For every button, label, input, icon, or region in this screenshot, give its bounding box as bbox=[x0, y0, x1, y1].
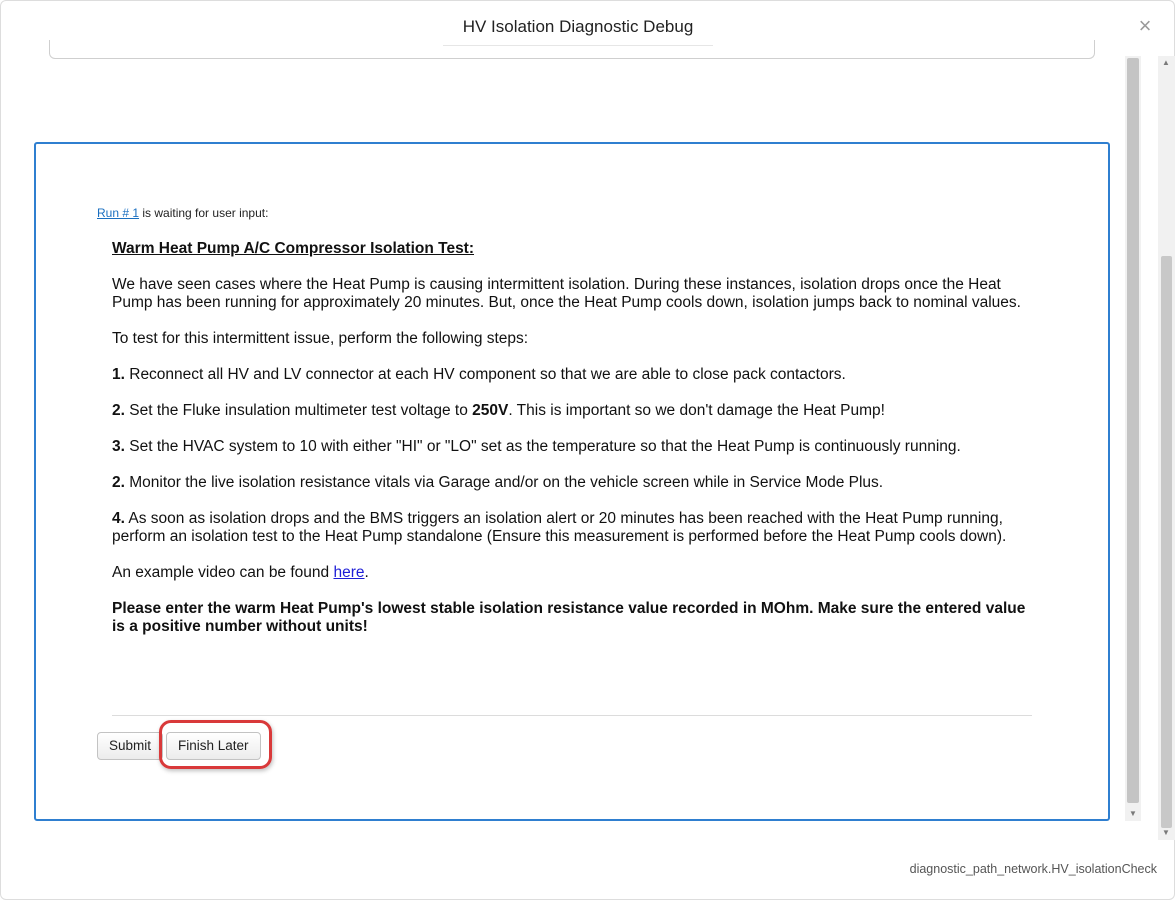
step-2-text-b: . This is important so we don't damage the Heat Pump! bbox=[508, 402, 885, 419]
panel-scrollbar-thumb[interactable] bbox=[1127, 58, 1139, 803]
run-link[interactable]: Run # 1 bbox=[97, 206, 140, 220]
step-2-text-a: Set the Fluke insulation multimeter test voltage to bbox=[124, 402, 473, 419]
instructions bbox=[112, 240, 1032, 654]
step-1-number: 1. bbox=[112, 366, 125, 383]
divider bbox=[112, 715, 1032, 716]
dialog-scrollbar[interactable] bbox=[1158, 56, 1175, 840]
close-icon[interactable]: × bbox=[1138, 13, 1152, 38]
step-2-voltage: 250V bbox=[472, 402, 509, 419]
dialog-scroll-down-icon[interactable]: ▼ bbox=[1162, 828, 1170, 837]
video-text-a: An example video can be found bbox=[112, 564, 334, 581]
step-4-number: 2. bbox=[112, 474, 125, 491]
instructions-heading: Warm Heat Pump A/C Compressor Isolation Test: bbox=[112, 240, 475, 257]
step-5-number: 4. bbox=[112, 510, 125, 527]
step-1-text: Reconnect all HV and LV connector at each HV component so that we are able to close pack contactors. bbox=[124, 366, 846, 383]
video-paragraph bbox=[112, 564, 1032, 582]
step-3-text: Set the HVAC system to 10 with either "HI" or "LO" set as the temperature so that the Heat Pump is continuously running. bbox=[124, 438, 961, 455]
intro-paragraph: We have seen cases where the Heat Pump is causing intermittent isolation. During these instances, isolation drops once the Heat Pump has been running for approximately 20 minutes. But, once the Heat Pump cools down, isolation jumps back to nominal values. bbox=[112, 276, 1021, 311]
submit-button[interactable]: Submit bbox=[97, 732, 163, 760]
video-text-b: . bbox=[364, 564, 369, 581]
input-prompt-text: Please enter the warm Heat Pump's lowest stable isolation resistance value recorded in MOhm. Make sure the entered value is a positive number without units! bbox=[112, 600, 1026, 635]
diagnostic-path-label: diagnostic_path_network.HV_isolationCheck bbox=[909, 862, 1157, 876]
video-link[interactable]: here bbox=[333, 564, 365, 581]
step-5-text: As soon as isolation drops and the BMS triggers an isolation alert or 20 minutes has been reached with the Heat Pump running, perform an isolation test to the Heat Pump standalone (Ensure this measurement is performed before the Heat Pump cools down). bbox=[112, 510, 1007, 545]
previous-panel-edge bbox=[49, 40, 1095, 59]
input-prompt bbox=[112, 600, 1032, 636]
step-2 bbox=[112, 402, 1032, 420]
dialog-scrollbar-thumb[interactable] bbox=[1161, 256, 1172, 828]
step-3 bbox=[112, 438, 1032, 456]
scroll-down-icon[interactable]: ▼ bbox=[1129, 809, 1137, 818]
step-4 bbox=[112, 474, 1032, 492]
panel-scrollbar[interactable] bbox=[1125, 56, 1141, 821]
finish-later-button[interactable]: Finish Later bbox=[166, 732, 261, 760]
run-status-text: is waiting for user input: bbox=[139, 206, 269, 220]
lead-paragraph: To test for this intermittent issue, perform the following steps: bbox=[112, 330, 529, 347]
step-3-number: 3. bbox=[112, 438, 125, 455]
step-2-number: 2. bbox=[112, 402, 125, 419]
user-input-panel bbox=[34, 142, 1110, 821]
dialog-scroll-up-icon[interactable]: ▲ bbox=[1162, 58, 1170, 67]
step-5 bbox=[112, 510, 1032, 546]
run-status bbox=[97, 206, 268, 220]
step-1 bbox=[112, 366, 1032, 384]
dialog-title: HV Isolation Diagnostic Debug bbox=[443, 10, 713, 46]
step-4-text: Monitor the live isolation resistance vitals via Garage and/or on the vehicle screen while in Service Mode Plus. bbox=[124, 474, 884, 491]
